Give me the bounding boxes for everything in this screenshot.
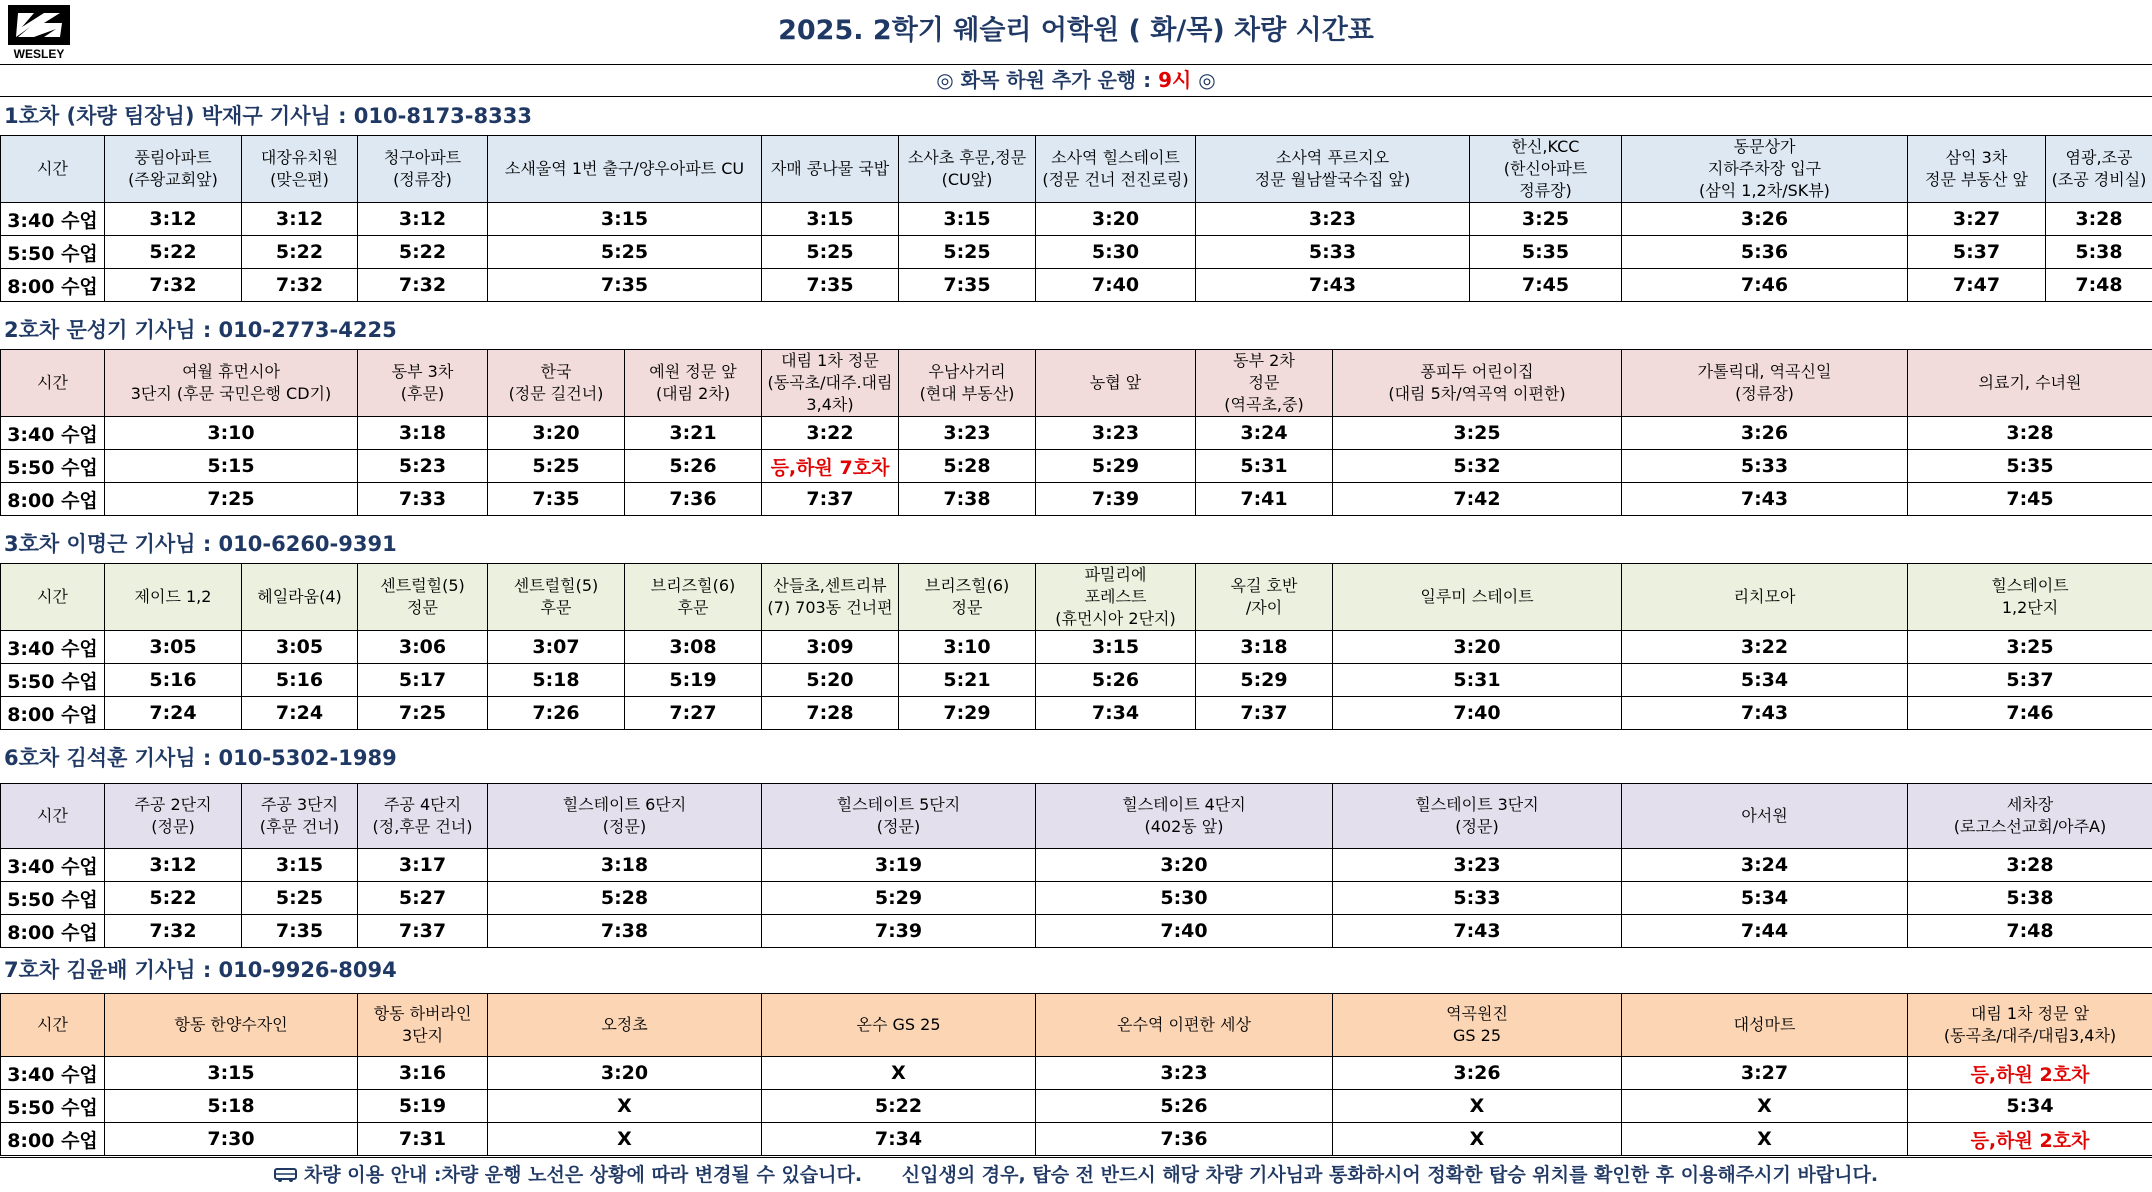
pickup-time-cell: 7:35 <box>488 483 625 516</box>
bus-icon <box>274 1167 298 1183</box>
pickup-time-cell: 3:18 <box>1196 631 1333 664</box>
pickup-time-cell: 3:10 <box>899 631 1036 664</box>
schedule-row <box>1 664 2152 697</box>
pickup-time-cell: 3:23 <box>899 417 1036 450</box>
stop-header: 가톨릭대, 역곡신일 (정류장) <box>1622 350 1908 417</box>
pickup-time-cell: 5:33 <box>1622 450 1908 483</box>
pickup-time-cell: 5:15 <box>105 450 358 483</box>
pickup-time-cell: 3:18 <box>488 849 762 882</box>
pickup-time-cell: 등,하원 2호차 <box>1908 1057 2152 1090</box>
stop-header: 동부 3차 (후문) <box>358 350 488 417</box>
pickup-time-cell: 등,하원 7호차 <box>762 450 899 483</box>
pickup-time-cell: 3:12 <box>358 203 488 236</box>
pickup-time-cell: 5:26 <box>1036 1090 1333 1123</box>
pickup-time-cell: 3:09 <box>762 631 899 664</box>
class-time-cell: 8:00 수업 <box>1 697 105 730</box>
stop-header: 의료기, 수녀원 <box>1908 350 2152 417</box>
stop-header: 온수 GS 25 <box>762 994 1036 1057</box>
pickup-time-cell: 3:15 <box>105 1057 358 1090</box>
stop-header-row <box>1 994 2152 1057</box>
pickup-time-cell: 5:22 <box>358 236 488 269</box>
pickup-time-cell: 7:47 <box>1908 269 2046 302</box>
schedule-row <box>1 269 2152 302</box>
notice-suffix: ◎ <box>1191 68 1215 92</box>
pickup-time-cell: 5:31 <box>1196 450 1333 483</box>
pickup-time-cell: 7:27 <box>625 697 762 730</box>
pickup-time-cell: 5:22 <box>762 1090 1036 1123</box>
pickup-time-cell: 3:12 <box>242 203 358 236</box>
pickup-time-cell: 7:29 <box>899 697 1036 730</box>
pickup-time-cell: 5:19 <box>358 1090 488 1123</box>
pickup-time-cell: 5:22 <box>242 236 358 269</box>
pickup-time-cell: 3:05 <box>242 631 358 664</box>
logo-text: WESLEY <box>14 47 65 61</box>
pickup-time-cell: 5:17 <box>358 664 488 697</box>
pickup-time-cell: 7:35 <box>488 269 762 302</box>
stop-header: 세차장 (로고스선교회/아주A) <box>1908 784 2152 849</box>
stop-header: 역곡원진 GS 25 <box>1333 994 1622 1057</box>
pickup-time-cell: 3:25 <box>1908 631 2152 664</box>
stop-header: 대장유치원 (맞은편) <box>242 136 358 203</box>
class-time-cell: 3:40 수업 <box>1 417 105 450</box>
pickup-time-cell: 3:22 <box>762 417 899 450</box>
footer-text: 차량 이용 안내 :차량 운행 노선은 상황에 따라 변경될 수 있습니다. 신입생의 경우, 탑승 전 반드시 해당 차량 기사님과 통화하시어 정확한 탑승 위치를 확인한 후 이용해주시기 바랍니다. <box>304 1164 1878 1186</box>
stop-header: 힐스테이트 1,2단지 <box>1908 564 2152 631</box>
stop-header: 농협 앞 <box>1036 350 1196 417</box>
pickup-time-cell: 5:35 <box>1470 236 1622 269</box>
stop-header-row <box>1 784 2152 849</box>
pickup-time-cell: 5:29 <box>762 882 1036 915</box>
pickup-time-cell: 5:38 <box>1908 882 2152 915</box>
pickup-time-cell: 3:15 <box>488 203 762 236</box>
stop-header: 아서원 <box>1622 784 1908 849</box>
pickup-time-cell: 7:43 <box>1622 697 1908 730</box>
pickup-time-cell: X <box>1622 1090 1908 1123</box>
pickup-time-cell: 5:34 <box>1622 664 1908 697</box>
schedule-row <box>1 849 2152 882</box>
schedule-row <box>1 417 2152 450</box>
pickup-time-cell: 7:32 <box>105 269 242 302</box>
class-time-cell: 3:40 수업 <box>1 1057 105 1090</box>
schedule-row <box>1 882 2152 915</box>
pickup-time-cell: 5:18 <box>488 664 625 697</box>
pickup-time-cell: 5:19 <box>625 664 762 697</box>
stop-header-row <box>1 564 2152 631</box>
class-time-cell: 3:40 수업 <box>1 203 105 236</box>
pickup-time-cell: 등,하원 2호차 <box>1908 1123 2152 1156</box>
pickup-time-cell: 5:29 <box>1196 664 1333 697</box>
pickup-time-cell: 5:22 <box>105 236 242 269</box>
pickup-time-cell: 7:33 <box>358 483 488 516</box>
title-bar <box>0 0 2152 65</box>
pickup-time-cell: 7:37 <box>1196 697 1333 730</box>
class-time-cell: 8:00 수업 <box>1 483 105 516</box>
time-column-header: 시간 <box>1 136 105 203</box>
schedule-row <box>1 915 2152 948</box>
schedule-row <box>1 1057 2152 1090</box>
pickup-time-cell: 7:37 <box>358 915 488 948</box>
pickup-time-cell: 5:25 <box>762 236 899 269</box>
stop-header: 일루미 스테이트 <box>1333 564 1622 631</box>
pickup-time-cell: 5:23 <box>358 450 488 483</box>
pickup-time-cell: X <box>1622 1123 1908 1156</box>
pickup-time-cell: 3:08 <box>625 631 762 664</box>
pickup-time-cell: 3:19 <box>762 849 1036 882</box>
pickup-time-cell: 7:39 <box>762 915 1036 948</box>
pickup-time-cell: X <box>1333 1123 1622 1156</box>
car-6-schedule-table <box>0 783 2152 948</box>
stop-header: 한신,KCC (한신아파트 정류장) <box>1470 136 1622 203</box>
pickup-time-cell: 7:38 <box>488 915 762 948</box>
schedule-row <box>1 483 2152 516</box>
pickup-time-cell: 3:22 <box>1622 631 1908 664</box>
stop-header: 힐스테이트 6단지 (정문) <box>488 784 762 849</box>
pickup-time-cell: 7:36 <box>625 483 762 516</box>
stop-header: 주공 3단지 (후문 건너) <box>242 784 358 849</box>
pickup-time-cell: 3:27 <box>1622 1057 1908 1090</box>
schedule-row <box>1 697 2152 730</box>
stop-header: 삼익 3차 정문 부동산 앞 <box>1908 136 2046 203</box>
car-2-schedule-table <box>0 349 2152 516</box>
pickup-time-cell: 3:26 <box>1622 417 1908 450</box>
pickup-time-cell: 7:43 <box>1622 483 1908 516</box>
stop-header: 소사역 푸르지오 정문 월남쌀국수집 앞) <box>1196 136 1470 203</box>
stop-header: 항동 하버라인 3단지 <box>358 994 488 1057</box>
pickup-time-cell: 3:20 <box>488 417 625 450</box>
stop-header: 오정초 <box>488 994 762 1057</box>
pickup-time-cell: X <box>762 1057 1036 1090</box>
pickup-time-cell: 3:12 <box>105 203 242 236</box>
pickup-time-cell: 7:25 <box>105 483 358 516</box>
pickup-time-cell: 5:16 <box>242 664 358 697</box>
pickup-time-cell: 3:17 <box>358 849 488 882</box>
stop-header: 센트럴힐(5) 후문 <box>488 564 625 631</box>
pickup-time-cell: 3:15 <box>242 849 358 882</box>
class-time-cell: 5:50 수업 <box>1 1090 105 1123</box>
pickup-time-cell: 5:34 <box>1908 1090 2152 1123</box>
pickup-time-cell: 7:31 <box>358 1123 488 1156</box>
pickup-time-cell: 3:15 <box>899 203 1036 236</box>
pickup-time-cell: 7:43 <box>1333 915 1622 948</box>
class-time-cell: 5:50 수업 <box>1 664 105 697</box>
pickup-time-cell: X <box>488 1090 762 1123</box>
class-time-cell: 5:50 수업 <box>1 882 105 915</box>
pickup-time-cell: 7:30 <box>105 1123 358 1156</box>
pickup-time-cell: 3:20 <box>1036 203 1196 236</box>
pickup-time-cell: 7:38 <box>899 483 1036 516</box>
pickup-time-cell: 3:28 <box>2046 203 2152 236</box>
pickup-time-cell: 7:48 <box>1908 915 2152 948</box>
car-7-schedule-table <box>0 993 2152 1156</box>
pickup-time-cell: 7:32 <box>358 269 488 302</box>
pickup-time-cell: 3:21 <box>625 417 762 450</box>
stop-header: 동부 2차 정문 (역곡초,중) <box>1196 350 1333 417</box>
car-2-title: 2호차 문성기 기사님 : 010-2773-4225 <box>0 313 2152 347</box>
stop-header: 소새울역 1번 출구/양우아파트 CU <box>488 136 762 203</box>
pickup-time-cell: 3:20 <box>1333 631 1622 664</box>
pickup-time-cell: 3:10 <box>105 417 358 450</box>
pickup-time-cell: 3:23 <box>1196 203 1470 236</box>
pickup-time-cell: 5:26 <box>625 450 762 483</box>
stop-header: 옥길 호반 /자이 <box>1196 564 1333 631</box>
additional-run-notice <box>0 64 2152 97</box>
pickup-time-cell: 7:35 <box>899 269 1036 302</box>
stop-header: 우남사거리 (현대 부동산) <box>899 350 1036 417</box>
pickup-time-cell: 5:33 <box>1196 236 1470 269</box>
schedule-row <box>1 236 2152 269</box>
stop-header: 리치모아 <box>1622 564 1908 631</box>
time-column-header: 시간 <box>1 784 105 849</box>
stop-header: 여월 휴먼시아 3단지 (후문 국민은행 CD기) <box>105 350 358 417</box>
usage-notice-footer <box>0 1157 2152 1192</box>
car-1-title: 1호차 (차량 팀장님) 박재구 기사님 : 010-8173-8333 <box>0 99 2152 133</box>
pickup-time-cell: 5:29 <box>1036 450 1196 483</box>
pickup-time-cell: 3:24 <box>1622 849 1908 882</box>
stop-header: 힐스테이트 4단지 (402동 앞) <box>1036 784 1333 849</box>
pickup-time-cell: 3:25 <box>1470 203 1622 236</box>
pickup-time-cell: 7:40 <box>1036 269 1196 302</box>
stop-header: 예원 정문 앞 (대림 2차) <box>625 350 762 417</box>
pickup-time-cell: 3:20 <box>488 1057 762 1090</box>
notice-highlight: 9시 <box>1158 68 1191 92</box>
pickup-time-cell: 7:24 <box>105 697 242 730</box>
stop-header-row <box>1 350 2152 417</box>
time-column-header: 시간 <box>1 994 105 1057</box>
pickup-time-cell: 5:36 <box>1622 236 1908 269</box>
pickup-time-cell: 5:30 <box>1036 882 1333 915</box>
schedule-row <box>1 1090 2152 1123</box>
pickup-time-cell: 7:46 <box>1908 697 2152 730</box>
class-time-cell: 3:40 수업 <box>1 849 105 882</box>
pickup-time-cell: 5:18 <box>105 1090 358 1123</box>
pickup-time-cell: X <box>488 1123 762 1156</box>
pickup-time-cell: 5:34 <box>1622 882 1908 915</box>
pickup-time-cell: 3:27 <box>1908 203 2046 236</box>
stop-header-row <box>1 136 2152 203</box>
pickup-time-cell: 5:16 <box>105 664 242 697</box>
stop-header: 퐁피두 어린이집 (대림 5차/역곡역 이편한) <box>1333 350 1622 417</box>
schedule-row <box>1 631 2152 664</box>
pickup-time-cell: 3:07 <box>488 631 625 664</box>
stop-header: 주공 2단지 (정문) <box>105 784 242 849</box>
pickup-time-cell: 3:16 <box>358 1057 488 1090</box>
time-column-header: 시간 <box>1 564 105 631</box>
class-time-cell: 8:00 수업 <box>1 269 105 302</box>
schedule-row <box>1 1123 2152 1156</box>
car-6-title: 6호차 김석훈 기사님 : 010-5302-1989 <box>0 741 2152 775</box>
pickup-time-cell: 5:25 <box>488 450 625 483</box>
pickup-time-cell: 3:28 <box>1908 849 2152 882</box>
pickup-time-cell: 3:15 <box>1036 631 1196 664</box>
pickup-time-cell: 5:25 <box>899 236 1036 269</box>
stop-header: 대림 1차 정문 앞 (동곡초/대주/대림3,4차) <box>1908 994 2152 1057</box>
pickup-time-cell: 3:23 <box>1333 849 1622 882</box>
stop-header: 주공 4단지 (정,후문 건너) <box>358 784 488 849</box>
car-3-title: 3호차 이명근 기사님 : 010-6260-9391 <box>0 527 2152 561</box>
pickup-time-cell: 5:32 <box>1333 450 1622 483</box>
notice-prefix: ◎ 화목 하원 추가 운행 : <box>936 68 1158 92</box>
pickup-time-cell: 3:26 <box>1333 1057 1622 1090</box>
pickup-time-cell: 5:20 <box>762 664 899 697</box>
pickup-time-cell: 7:36 <box>1036 1123 1333 1156</box>
schedule-row <box>1 203 2152 236</box>
stop-header: 센트럴힐(5) 정문 <box>358 564 488 631</box>
class-time-cell: 5:50 수업 <box>1 450 105 483</box>
pickup-time-cell: 7:34 <box>762 1123 1036 1156</box>
pickup-time-cell: 7:42 <box>1333 483 1622 516</box>
pickup-time-cell: 7:43 <box>1196 269 1470 302</box>
stop-header: 풍림아파트 (주왕교회앞) <box>105 136 242 203</box>
pickup-time-cell: 7:37 <box>762 483 899 516</box>
pickup-time-cell: 3:26 <box>1622 203 1908 236</box>
stop-header: 브리즈힐(6) 후문 <box>625 564 762 631</box>
pickup-time-cell: 7:46 <box>1622 269 1908 302</box>
pickup-time-cell: X <box>1333 1090 1622 1123</box>
pickup-time-cell: 3:23 <box>1036 417 1196 450</box>
stop-header: 브리즈힐(6) 정문 <box>899 564 1036 631</box>
pickup-time-cell: 3:15 <box>762 203 899 236</box>
pickup-time-cell: 7:25 <box>358 697 488 730</box>
stop-header: 산들초,센트리뷰 (7) 703동 건너편 <box>762 564 899 631</box>
pickup-time-cell: 3:05 <box>105 631 242 664</box>
stop-header: 대림 1차 정문 (동곡초/대주.대림 3,4차) <box>762 350 899 417</box>
pickup-time-cell: 7:26 <box>488 697 625 730</box>
pickup-time-cell: 7:40 <box>1036 915 1333 948</box>
pickup-time-cell: 5:21 <box>899 664 1036 697</box>
pickup-time-cell: 3:25 <box>1333 417 1622 450</box>
stop-header: 대성마트 <box>1622 994 1908 1057</box>
stop-header: 항동 한양수자인 <box>105 994 358 1057</box>
pickup-time-cell: 7:35 <box>762 269 899 302</box>
stop-header: 온수역 이편한 세상 <box>1036 994 1333 1057</box>
pickup-time-cell: 5:28 <box>488 882 762 915</box>
pickup-time-cell: 3:28 <box>1908 417 2152 450</box>
car-1-schedule-table <box>0 135 2152 302</box>
pickup-time-cell: 7:39 <box>1036 483 1196 516</box>
pickup-time-cell: 5:27 <box>358 882 488 915</box>
stop-header: 한국 (정문 길건너) <box>488 350 625 417</box>
pickup-time-cell: 5:28 <box>899 450 1036 483</box>
stop-header: 염광,조공 (조공 경비실) <box>2046 136 2152 203</box>
pickup-time-cell: 7:32 <box>105 915 242 948</box>
time-column-header: 시간 <box>1 350 105 417</box>
pickup-time-cell: 5:33 <box>1333 882 1622 915</box>
stop-header: 제이드 1,2 <box>105 564 242 631</box>
stop-header: 자매 콩나물 국밥 <box>762 136 899 203</box>
pickup-time-cell: 5:25 <box>488 236 762 269</box>
pickup-time-cell: 5:38 <box>2046 236 2152 269</box>
pickup-time-cell: 3:20 <box>1036 849 1333 882</box>
class-time-cell: 5:50 수업 <box>1 236 105 269</box>
pickup-time-cell: 3:23 <box>1036 1057 1333 1090</box>
pickup-time-cell: 7:32 <box>242 269 358 302</box>
pickup-time-cell: 7:24 <box>242 697 358 730</box>
pickup-time-cell: 7:48 <box>2046 269 2152 302</box>
pickup-time-cell: 5:22 <box>105 882 242 915</box>
pickup-time-cell: 7:28 <box>762 697 899 730</box>
schedule-row <box>1 450 2152 483</box>
car-7-title: 7호차 김윤배 기사님 : 010-9926-8094 <box>0 953 2152 987</box>
pickup-time-cell: 5:35 <box>1908 450 2152 483</box>
pickup-time-cell: 5:30 <box>1036 236 1196 269</box>
pickup-time-cell: 7:40 <box>1333 697 1622 730</box>
pickup-time-cell: 3:12 <box>105 849 242 882</box>
stop-header: 헤일라움(4) <box>242 564 358 631</box>
pickup-time-cell: 7:44 <box>1622 915 1908 948</box>
stop-header: 소사초 후문,정문 (CU앞) <box>899 136 1036 203</box>
pickup-time-cell: 7:45 <box>1908 483 2152 516</box>
stop-header: 파밀리에 포레스트 (휴먼시아 2단지) <box>1036 564 1196 631</box>
car-3-schedule-table <box>0 563 2152 730</box>
pickup-time-cell: 5:37 <box>1908 236 2046 269</box>
stop-header: 힐스테이트 5단지 (정문) <box>762 784 1036 849</box>
pickup-time-cell: 7:35 <box>242 915 358 948</box>
class-time-cell: 3:40 수업 <box>1 631 105 664</box>
pickup-time-cell: 5:37 <box>1908 664 2152 697</box>
stop-header: 소사역 힐스테이트 (정문 건너 전진로링) <box>1036 136 1196 203</box>
stop-header: 동문상가 지하주차장 입구 (삼익 1,2차/SK뷰) <box>1622 136 1908 203</box>
pickup-time-cell: 5:26 <box>1036 664 1196 697</box>
pickup-time-cell: 7:41 <box>1196 483 1333 516</box>
pickup-time-cell: 5:25 <box>242 882 358 915</box>
stop-header: 힐스테이트 3단지 (정문) <box>1333 784 1622 849</box>
pickup-time-cell: 3:06 <box>358 631 488 664</box>
pickup-time-cell: 3:18 <box>358 417 488 450</box>
pickup-time-cell: 7:34 <box>1036 697 1196 730</box>
pickup-time-cell: 3:24 <box>1196 417 1333 450</box>
page-title: 2025. 2학기 웨슬리 어학원 ( 화/목) 차량 시간표 <box>0 0 2152 64</box>
stop-header: 청구아파트 (정류장) <box>358 136 488 203</box>
pickup-time-cell: 7:45 <box>1470 269 1622 302</box>
pickup-time-cell: 5:31 <box>1333 664 1622 697</box>
class-time-cell: 8:00 수업 <box>1 1123 105 1156</box>
class-time-cell: 8:00 수업 <box>1 915 105 948</box>
